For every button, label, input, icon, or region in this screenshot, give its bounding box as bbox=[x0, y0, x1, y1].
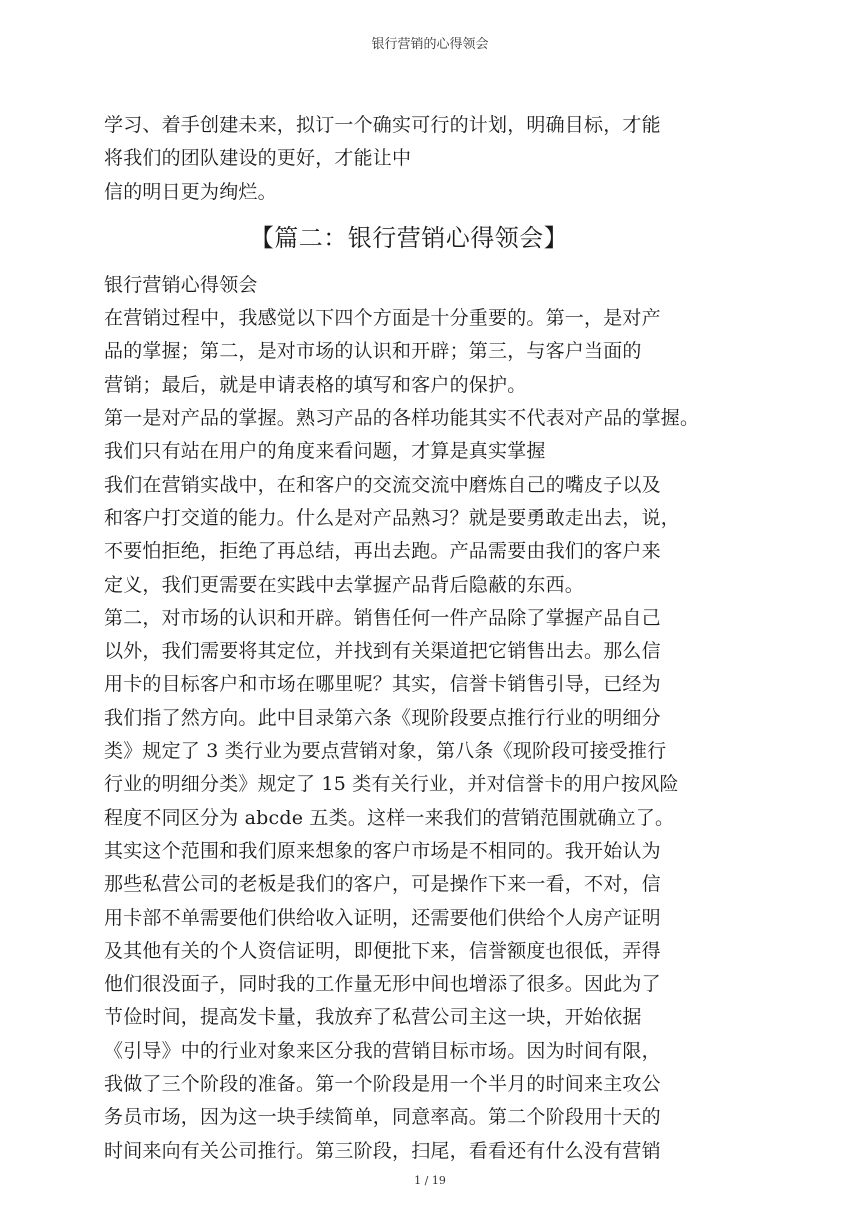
text-line: 及其他有关的个人资信证明，即便批下来，信誉额度也很低，弄得 bbox=[104, 939, 661, 962]
text-line: 信的明日更为绚烂。 bbox=[104, 180, 277, 203]
text-line: 他们很没面子，同时我的工作量无形中间也增添了很多。因此为了 bbox=[104, 973, 661, 996]
page-number: 1 / 19 bbox=[414, 1174, 446, 1187]
text-line: 银行营销心得领会 bbox=[104, 273, 258, 296]
section-heading: 【篇二：银行营销心得领会】 bbox=[249, 223, 569, 252]
text-line: 第二，对市场的认识和开辟。销售任何一件产品除了掌握产品自己 bbox=[104, 606, 661, 629]
text-line: 那些私营公司的老板是我们的客户，可是操作下来一看，不对，信 bbox=[104, 873, 661, 896]
text-line: 将我们的团队建设的更好，才能让中 bbox=[104, 147, 412, 170]
text-line: 定义，我们更需要在实践中去掌握产品背后隐蔽的东西。 bbox=[104, 573, 585, 596]
text-line: 我们指了然方向。此中目录第六条《现阶段要点推行行业的明细分 bbox=[104, 706, 661, 729]
text-line: 我们在营销实战中，在和客户的交流交流中磨炼自己的嘴皮子以及 bbox=[104, 473, 661, 496]
text-line: 在营销过程中，我感觉以下四个方面是十分重要的。第一，是对产 bbox=[104, 307, 661, 330]
text-line: 用卡的目标客户和市场在哪里呢？其实，信誉卡销售引导，已经为 bbox=[104, 673, 661, 696]
text-line: 节俭时间，提高发卡量，我放弃了私营公司主这一块，开始依据 bbox=[104, 1006, 642, 1029]
text-line: 不要怕拒绝，拒绝了再总结，再出去跑。产品需要由我们的客户来 bbox=[104, 540, 661, 563]
text-line: 我做了三个阶段的准备。第一个阶段是用一个半月的时间来主攻公 bbox=[104, 1073, 661, 1096]
text-line: 我们只有站在用户的角度来看问题，才算是真实掌握 bbox=[104, 440, 546, 463]
text-line: 营销；最后，就是申请表格的填写和客户的保护。 bbox=[104, 373, 527, 396]
main-text bbox=[104, 269, 744, 1168]
text-line: 程度不同区分为 abcde 五类。这样一来我们的营销范围就确立了。 bbox=[104, 806, 675, 829]
text-line: 和客户打交道的能力。什么是对产品熟习？就是要勇敢走出去，说， bbox=[104, 506, 681, 529]
text-line: 时间来向有关公司推行。第三阶段，扫尾，看看还有什么没有营销 bbox=[104, 1139, 661, 1162]
text-line: 《引导》中的行业对象来区分我的营销目标市场。因为时间有限， bbox=[104, 1039, 661, 1062]
text-line: 以外，我们需要将其定位，并找到有关渠道把它销售出去。那么信 bbox=[104, 640, 661, 663]
text-line: 第一是对产品的掌握。熟习产品的各样功能其实不代表对产品的掌握。 bbox=[104, 407, 700, 430]
text-line: 用卡部不单需要他们供给收入证明，还需要他们供给个人房产证明 bbox=[104, 906, 661, 929]
text-line: 品的掌握；第二，是对市场的认识和开辟；第三，与客户当面的 bbox=[104, 340, 642, 363]
text-line: 行业的明细分类》规定了 15 类有关行业，并对信誉卡的用户按风险 bbox=[104, 773, 679, 796]
intro-paragraph bbox=[104, 109, 744, 209]
text-line: 务员市场，因为这一块手续简单，同意率高。第二个阶段用十天的 bbox=[104, 1106, 661, 1129]
text-line: 学习、着手创建未来，拟订一个确实可行的计划，明确目标，才能 bbox=[104, 114, 661, 136]
page-header: 银行营销的心得领会 bbox=[371, 37, 489, 52]
text-line: 其实这个范围和我们原来想象的客户市场是不相同的。我开始认为 bbox=[104, 839, 661, 862]
text-line: 类》规定了 3 类行业为要点营销对象，第八条《现阶段可接受推行 bbox=[104, 740, 667, 763]
document-body bbox=[104, 109, 744, 1168]
